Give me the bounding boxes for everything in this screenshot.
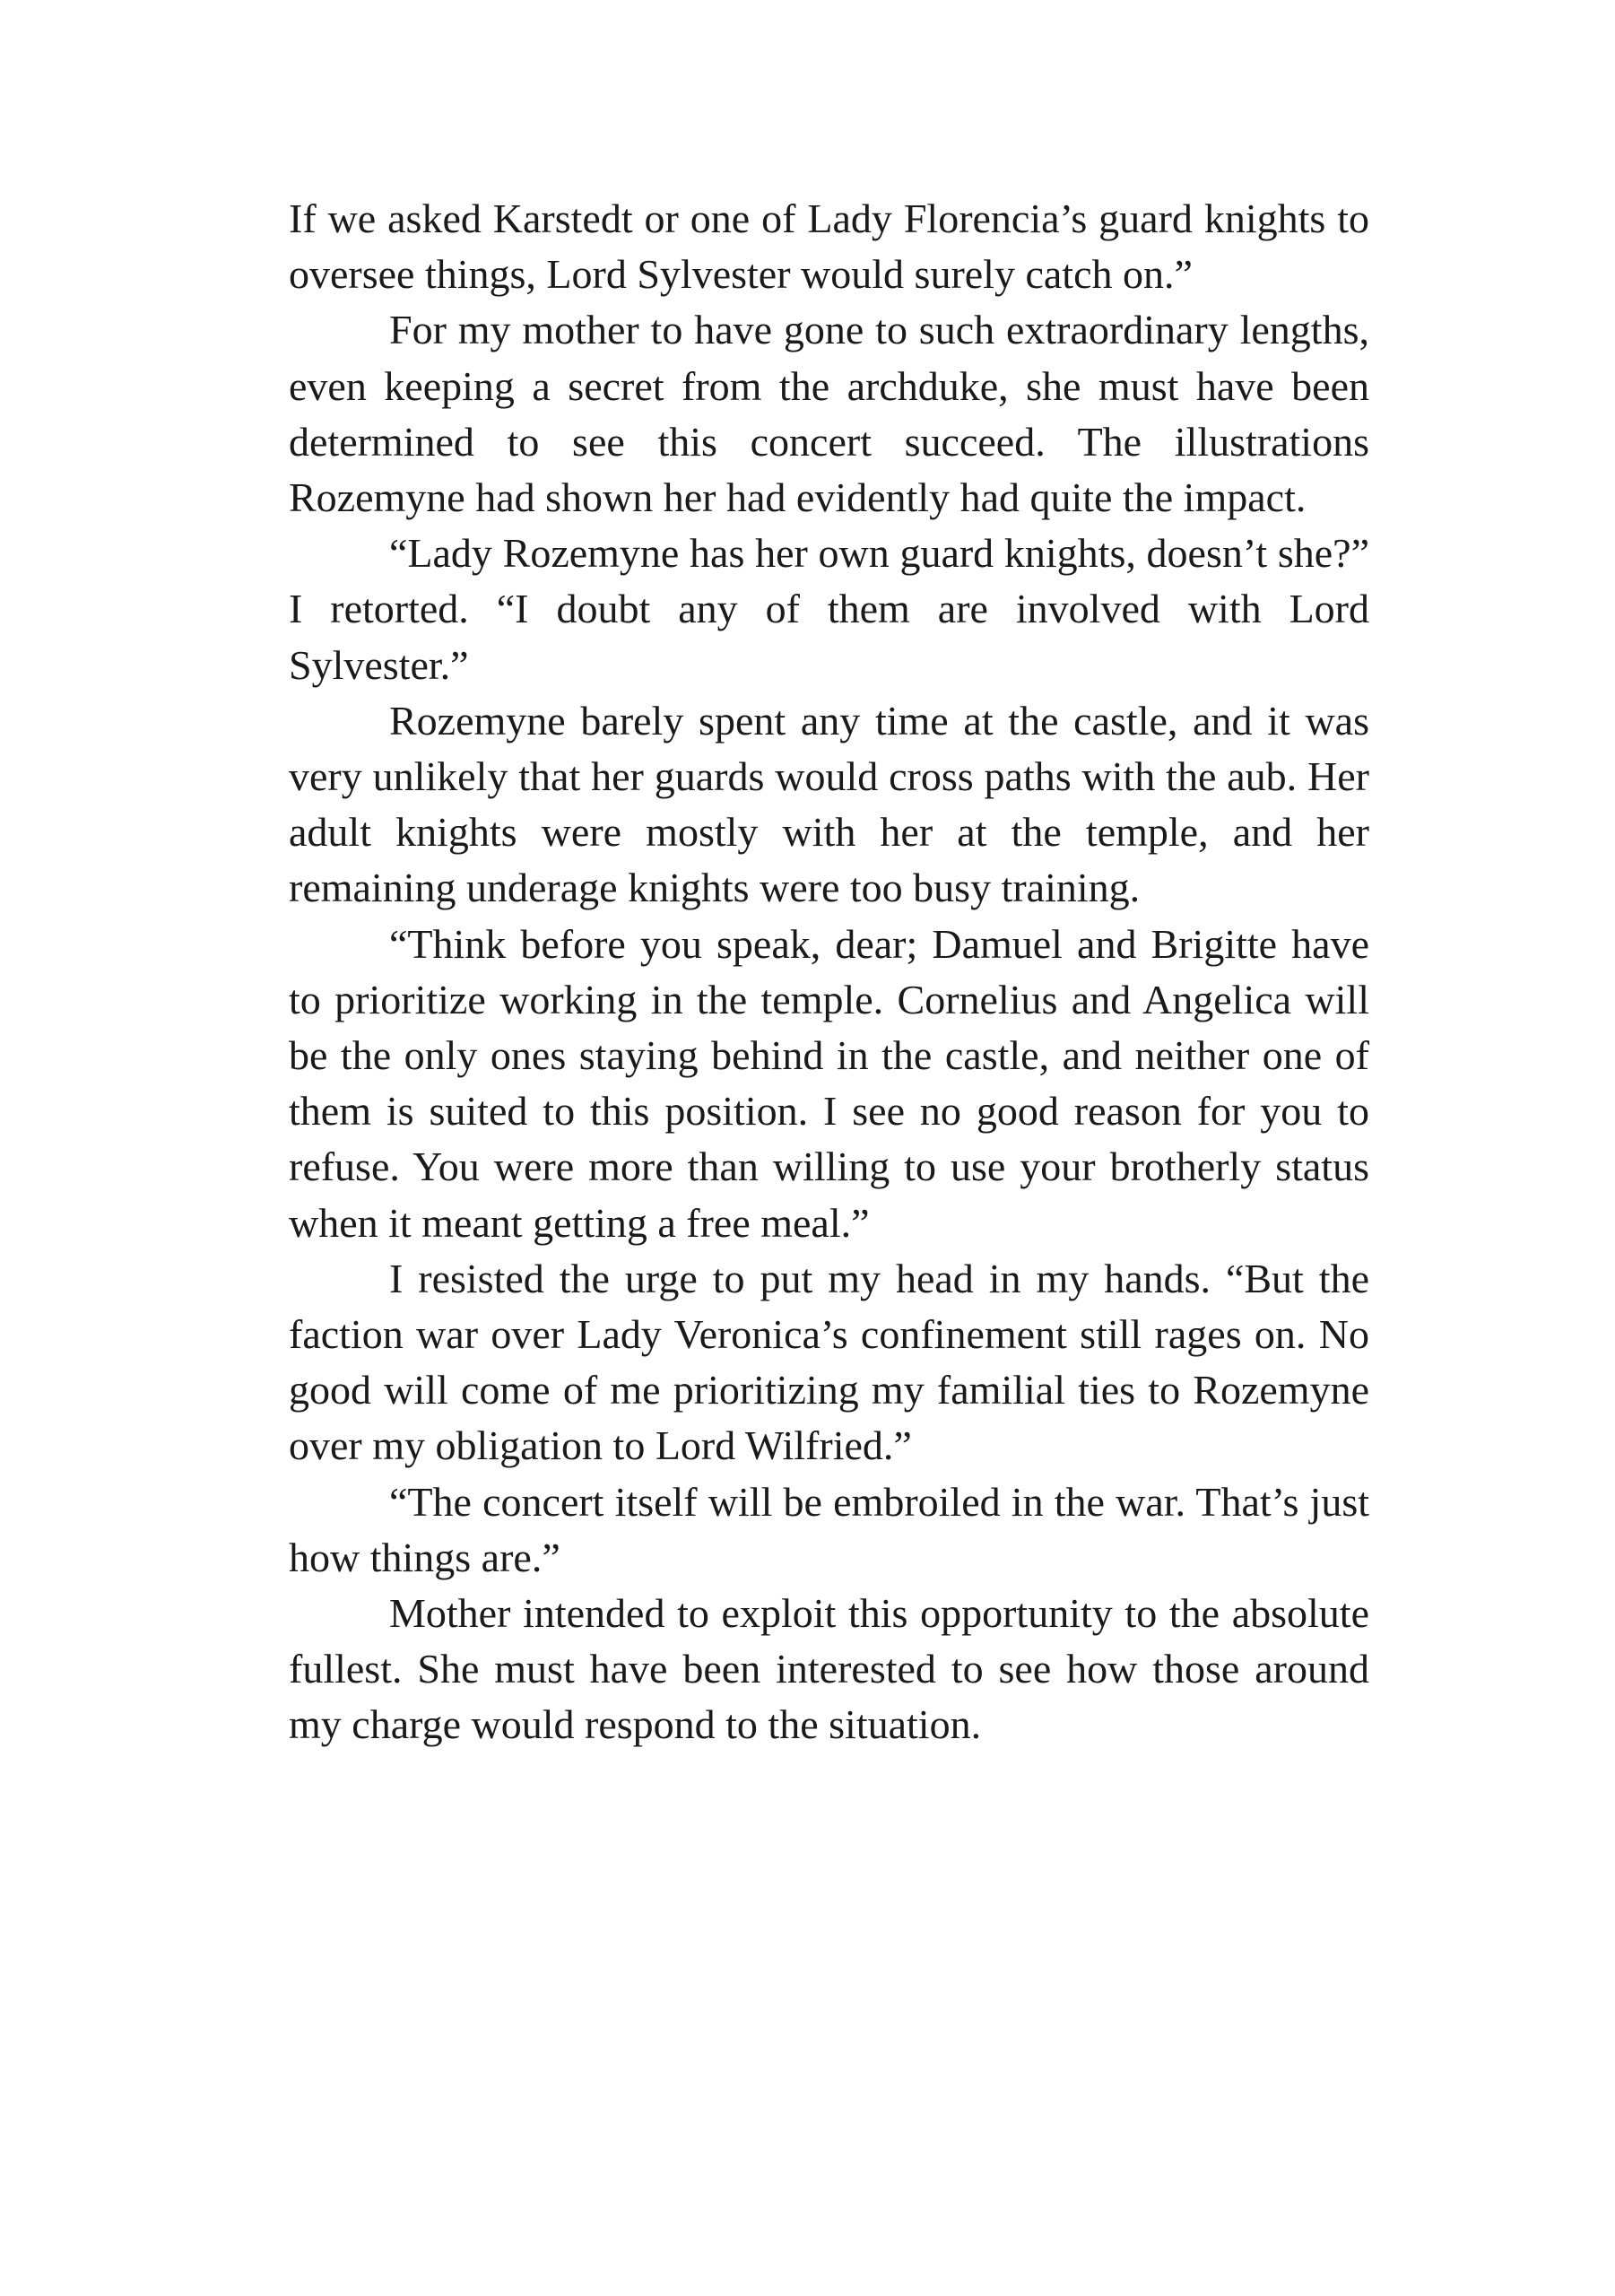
paragraph-continued: If we asked Karstedt or one of Lady Florencia’s guard knights to oversee things, Lord Sylvester would surely catch on.” bbox=[289, 196, 1369, 298]
paragraph: “Think before you speak, dear; Damuel and Brigitte have to prioritize working in the temple. Cornelius and Angelica will be the only ones staying behind in the castle, and neither one of them is suited to this position. I see no good reason for you to refuse. You were more than willing to use your brotherly status when it meant getting a free meal.” bbox=[289, 920, 1369, 1246]
paragraph: I resisted the urge to put my head in my hands. “But the faction war over Lady Veronica’s confinement still rages on. No good will come of me prioritizing my familial ties to Rozemyne over my obligation to Lord Wilfried.” bbox=[289, 1255, 1369, 1469]
paragraph: “Lady Rozemyne has her own guard knights, doesn’t she?” I retorted. “I doubt any of them are involved with Lord Sylvester.” bbox=[289, 530, 1369, 688]
paragraph: Rozemyne barely spent any time at the castle, and it was very unlikely that her guards would cross paths with the aub. Her adult knights were mostly with her at the temple, and her remaining underage knights were too busy training. bbox=[289, 697, 1369, 911]
paragraph: “The concert itself will be embroiled in the war. That’s just how things are.” bbox=[289, 1478, 1369, 1580]
paragraph: Mother intended to exploit this opportunity to the absolute fullest. She must have been interested to see how those around my charge would respond to the situation. bbox=[289, 1590, 1369, 1748]
paragraph: For my mother to have gone to such extraordinary lengths, even keeping a secret from the archduke, she must have been determined to see this concert succeed. The illustrations Rozemyne had shown her had evidently had quite the impact. bbox=[289, 307, 1369, 521]
body-text bbox=[289, 191, 1369, 1753]
